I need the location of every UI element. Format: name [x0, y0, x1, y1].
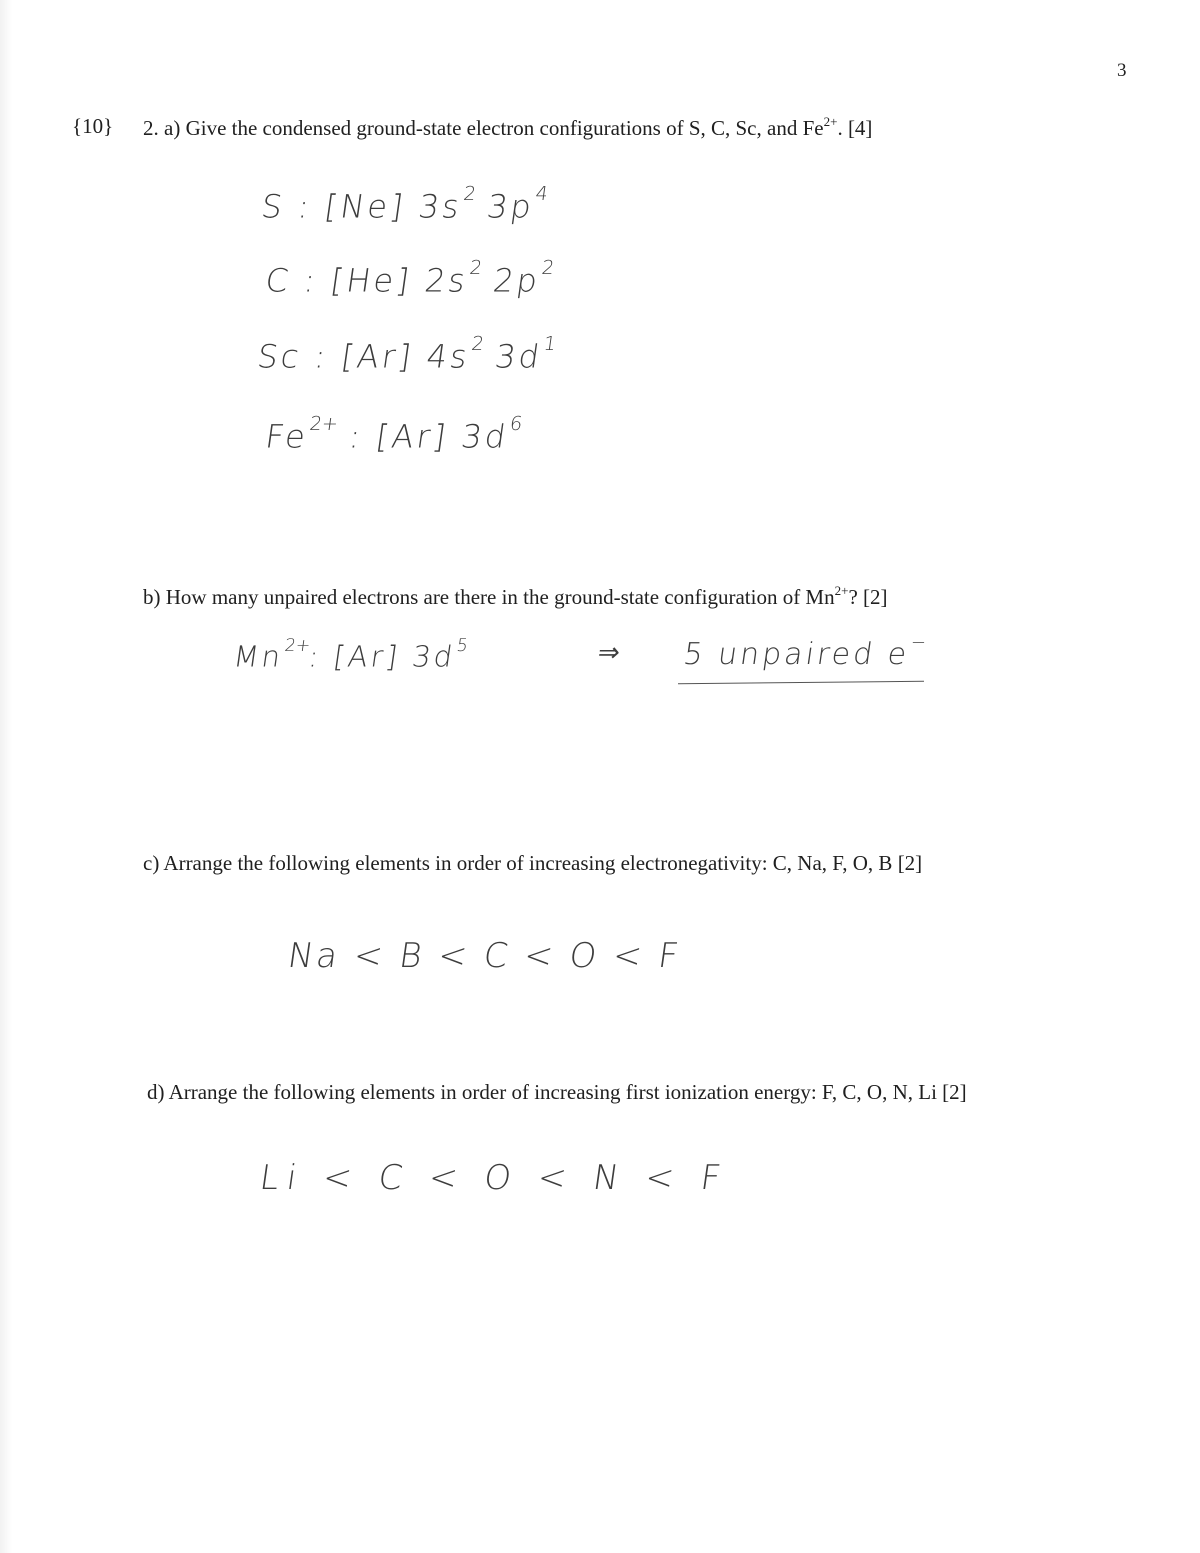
- implies-arrow-icon: ⇒: [595, 638, 625, 668]
- answer-2c: Na < B < C < O < F: [285, 936, 684, 976]
- question-2a-prompt: 2. a) Give the condensed ground-state electron configurations of S, C, Sc, and $Fe^{2+}$. [4]: [143, 114, 873, 141]
- page-number: 3: [1117, 60, 1127, 81]
- answer-2a-c: C : [He] $2s^2$ $2p^2$: [262, 256, 556, 300]
- answer-2b-result: 5 unpaired e−: [681, 632, 928, 673]
- question-2-points: {10}: [72, 114, 114, 138]
- question-2b-prompt: b) How many unpaired electrons are there in the ground-state configuration of $Mn^{2+}$? [2]: [143, 583, 888, 610]
- answer-2a-s: S : [Ne] $3s^2$ $3p^4$: [258, 182, 550, 226]
- answer-2a-sc: Sc : [Ar] $4s^2$ $3d^1$: [254, 332, 558, 376]
- question-2d-prompt: d) Arrange the following elements in order of increasing first ionization energy: F, C, O, N, Li [2]: [147, 1080, 967, 1104]
- question-2c-prompt: c) Arrange the following elements in order of increasing electronegativity: C, Na, F, O, B [2]: [143, 851, 923, 875]
- scan-edge-shadow: [0, 0, 12, 1553]
- answer-2d: Li < C < O < N < F: [257, 1158, 732, 1198]
- answer-2b-configuration: $Mn^{2+}$: [Ar] $3d^5$: [231, 636, 470, 674]
- answer-2a-fe: $Fe^{2+}$ : [Ar] $3d^6$: [262, 412, 524, 456]
- answer-2b-underline: [678, 681, 924, 685]
